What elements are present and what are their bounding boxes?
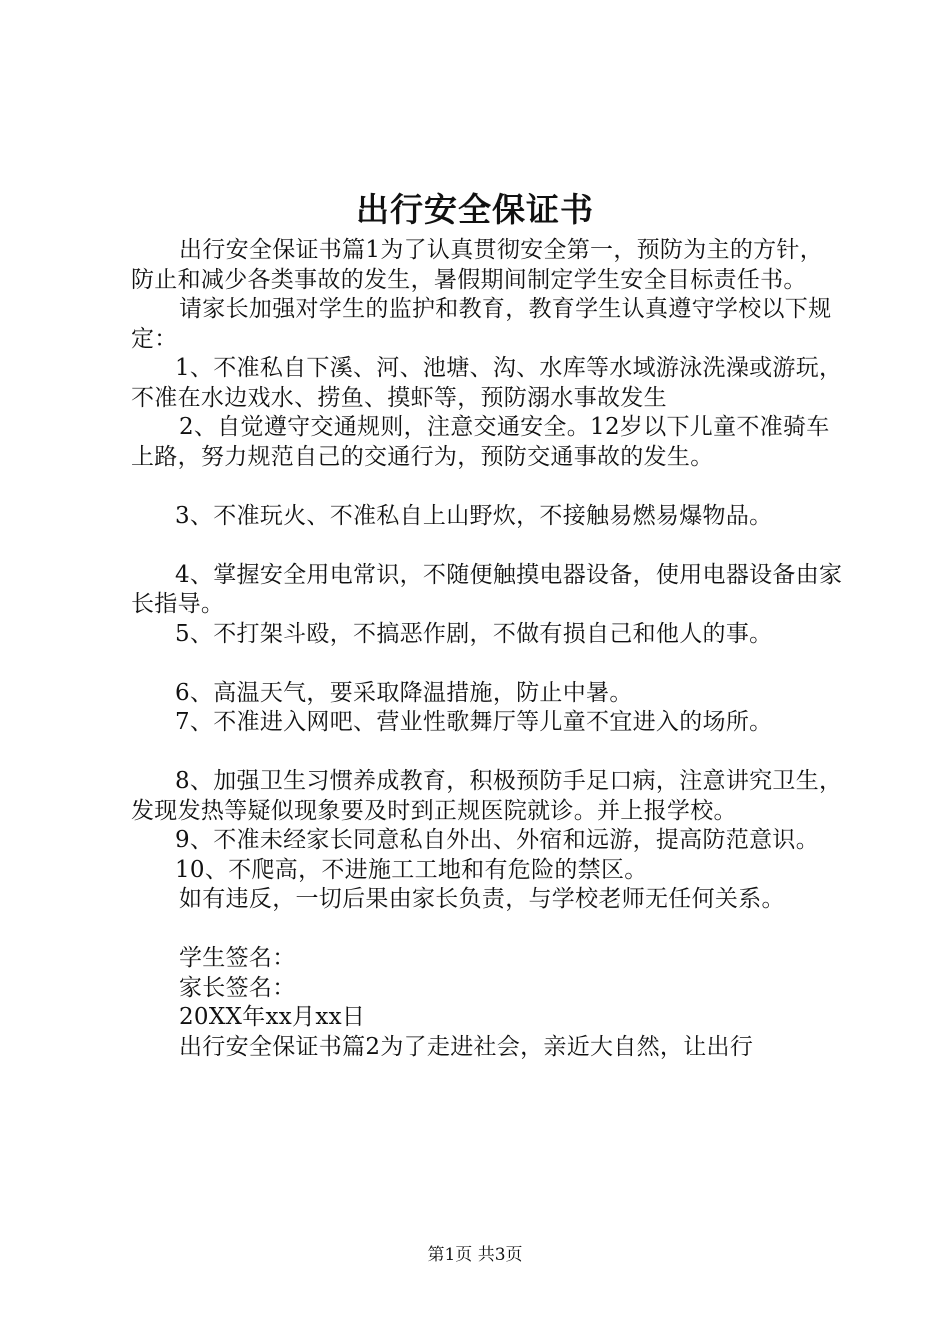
rule-10: 10、不爬高，不进施工工地和有危险的禁区。	[175, 856, 648, 883]
paragraph-intro: 出行安全保证书篇1为了认真贯彻安全第一，预防为主的方针，防止和减少各类事故的发生，暑假期间制定学生安全目标责任书。	[131, 237, 824, 293]
spacer	[131, 738, 843, 768]
rule-6: 6、高温天气，要采取降温措施，防止中暑。	[175, 679, 633, 706]
spacer	[131, 472, 843, 502]
paragraph-liability: 如有违反，一切后果由家长负责，与学校老师无任何关系。	[179, 886, 785, 912]
rule-3: 3、不准玩火、不准私自上山野炊，不接触易燃易爆物品。	[175, 502, 773, 529]
rule-2: 2、自觉遵守交通规则，注意交通安全。12岁以下儿童不准骑车上路，努力规范自己的交通行为，预防交通事故的发生。	[131, 414, 830, 470]
paragraph-next-section: 出行安全保证书篇2为了走进社会，亲近大自然，让出行	[179, 1033, 754, 1060]
rule-5: 5、不打架斗殴，不搞恶作剧，不做有损自己和他人的事。	[175, 620, 773, 647]
rule-1: 1、不准私自下溪、河、池塘、沟、水库等水域游泳洗澡或游玩，不准在水边戏水、捞鱼、摸虾等，预防溺水事故发生	[131, 355, 843, 411]
rule-8: 8、加强卫生习惯养成教育，积极预防手足口病，注意讲究卫生，发现发热等疑似现象要及时到正规医院就诊。并上报学校。	[131, 768, 843, 824]
student-signature-line: 学生签名：	[179, 945, 296, 971]
spacer	[131, 649, 843, 679]
spacer	[131, 915, 843, 945]
rule-9: 9、不准未经家长同意私自外出、外宿和远游，提高防范意识。	[175, 827, 820, 853]
document-body	[131, 236, 843, 1062]
paragraph-parent-request: 请家长加强对学生的监护和教育，教育学生认真遵守学校以下规定：	[131, 296, 832, 352]
rule-7: 7、不准进入网吧、营业性歌舞厅等儿童不宜进入的场所。	[175, 709, 773, 735]
date-line: 20XX年xx月xx日	[179, 1004, 366, 1030]
page-footer: 第1页 共3页	[427, 1245, 523, 1265]
rule-4: 4、掌握安全用电常识，不随便触摸电器设备，使用电器设备由家长指导。	[131, 561, 843, 617]
parent-signature-line: 家长签名：	[179, 974, 296, 1001]
document-title: 出行安全保证书	[356, 190, 594, 229]
spacer	[131, 531, 843, 561]
